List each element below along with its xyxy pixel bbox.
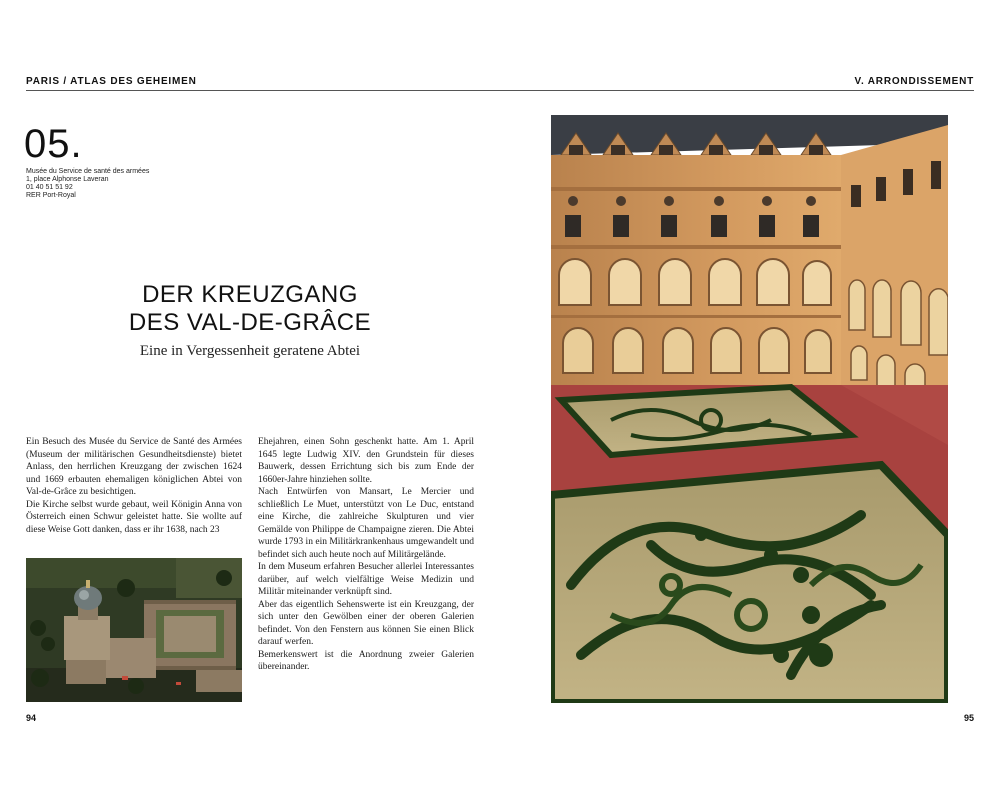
paragraph: In dem Museum erfahren Besucher allerlei Interessantes darüber, auf welch vielfältige Weise Medizin und Militär miteinander verknüpft sind. (258, 562, 474, 597)
paragraph: Die Kirche selbst wurde gebaut, weil Königin Anna von Österreich einen Schwur geleistet hatte. Sie wollte auf diese Weise Gott danken, dass er ihr 1638, nach 23 (26, 499, 242, 535)
address-phone: 01 40 51 51 92 (26, 184, 73, 191)
paragraph: Ein Besuch des Musée du Service de Santé des Armées (Museum der militärischen Gesundheitsdienste) bietet Anlass, den herrlichen Kreuzgang der zwischen 1624 und 1669 erbauten ehemaligen königlichen Abtei von Val-de-Grâce zu besichtigen. (26, 437, 242, 497)
body-column-left (26, 436, 242, 536)
running-head-left: PARIS / ATLAS DES GEHEIMEN (26, 76, 197, 87)
page-number-left: 94 (26, 713, 37, 723)
paragraph: Aber das eigentlich Sehenswerte ist ein Kreuzgang, der sich unter den Gewölben einer der oberen Galerien befindet. Von den Fenstern aus können Sie einen Blick darauf werfen. (258, 599, 474, 647)
cloister-photo (551, 115, 948, 703)
page-number-right: 95 (963, 713, 974, 723)
article-title (40, 281, 460, 337)
running-head-right: V. ARRONDISSEMENT (854, 76, 974, 87)
title-line-1: DER KREUZGANG (142, 281, 358, 308)
body-column-right (258, 436, 474, 674)
header-rule (26, 90, 974, 91)
address-transit: RER Port-Royal (26, 192, 76, 199)
article-subtitle: Eine in Vergessenheit geratene Abtei (139, 343, 361, 359)
title-line-2: DES VAL-DE-GRÂCE (128, 309, 372, 336)
address-museum: Musée du Service de santé des armées (26, 168, 150, 175)
entry-number: 05. (24, 122, 83, 166)
address-street: 1, place Alphonse Laveran (26, 176, 109, 183)
paragraph: Bemerkenswert ist die Anordnung zweier Galerien übereinander. (258, 649, 474, 672)
paragraph: Nach Entwürfen von Mansart, Le Mercier und schließlich Le Muet, unterstützt von Le Duc, entstand eine Kirche, die zahlreiche Skulpturen und vier Gemälde von Philippe de Champaigne zieren. Die Abtei wurde 1793 in ein Militärkrankenhaus umgewandelt und befindet sich auch heute noch auf Militärgelände. (258, 487, 474, 560)
paragraph: Ehejahren, einen Sohn geschenkt hatte. Am 1. April 1645 legte Ludwig XIV. den Grundstein für dieses Bauwerk, dessen Errichtung sich bis zum Ende der 1660er-Jahre hinziehen sollte. (258, 437, 474, 485)
aerial-photo (26, 558, 242, 702)
